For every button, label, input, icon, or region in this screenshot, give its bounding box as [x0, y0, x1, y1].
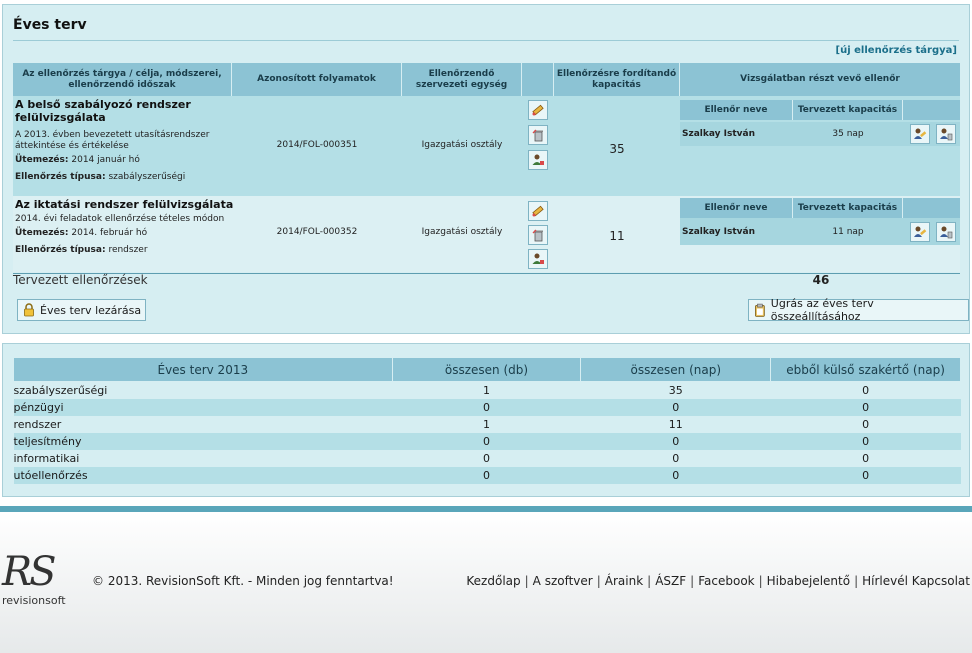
summary-category: teljesítmény — [14, 433, 393, 450]
footer-link-newsletter[interactable]: Hírlevél — [862, 574, 908, 588]
title-divider — [13, 40, 959, 41]
link-separator: | — [690, 574, 695, 588]
type-value: rendszer — [108, 245, 148, 255]
remove-inspector-button[interactable] — [936, 124, 956, 144]
summary-category: szabályszerűségi — [14, 382, 393, 400]
row-capacity: 35 — [609, 142, 625, 156]
footer-link-home[interactable]: Kezdőlap — [466, 574, 521, 588]
user-add-icon — [531, 252, 545, 266]
summary-header-days: összesen (nap) — [581, 358, 771, 382]
schedule-label: Ütemezés: — [15, 155, 69, 165]
summary-days: 11 — [581, 416, 771, 433]
edit-inspector-button[interactable] — [910, 222, 930, 242]
pencil-icon — [531, 204, 545, 218]
summary-external: 0 — [771, 450, 961, 467]
summary-days: 0 — [581, 467, 771, 484]
audit-schedule — [15, 228, 235, 239]
logo-text: revisionsoft — [2, 594, 66, 607]
header-subject: Az ellenőrzés tárgya / célja, módszerei, ellenőrzendő időszak — [13, 63, 232, 96]
clipboard-icon — [753, 303, 767, 317]
close-annual-plan-label: Éves terv lezárása — [40, 303, 142, 317]
new-link-close: ] — [952, 45, 957, 56]
audit-description: 2014. évi feladatok ellenőrzése tételes módon — [15, 214, 225, 224]
logo-mark: RS — [2, 549, 54, 595]
summary-count: 1 — [392, 382, 581, 400]
trash-icon — [531, 228, 545, 242]
type-label: Ellenőrzés típusa: — [15, 245, 106, 255]
jump-to-plan-compilation-button[interactable] — [748, 299, 969, 321]
table-row — [14, 416, 961, 433]
footer-link-bug-report[interactable]: Hibabejelentő — [766, 574, 851, 588]
total-label: Tervezett ellenőrzések — [13, 273, 148, 287]
footer-link-terms[interactable]: ÁSZF — [655, 574, 687, 588]
footer-link-prices[interactable]: Áraink — [604, 574, 644, 588]
user-edit-icon — [913, 225, 927, 239]
summary-header-external: ebből külső szakértő (nap) — [771, 358, 961, 382]
link-separator: | — [854, 574, 859, 588]
subheader-actions — [903, 198, 960, 218]
summary-count: 0 — [392, 433, 581, 450]
summary-category: pénzügyi — [14, 399, 393, 416]
copyright-text: © 2013. RevisionSoft Kft. - Minden jog fenntartva! — [92, 574, 394, 588]
footer-link-contact[interactable]: Kapcsolat — [911, 574, 970, 588]
row-unit: Igazgatási osztály — [421, 140, 503, 150]
header-capacity: Ellenőrzésre fordítandó kapacitás — [554, 63, 680, 96]
schedule-value: 2014. február hó — [71, 228, 148, 238]
summary-header-row — [14, 358, 961, 382]
header-actions — [522, 63, 554, 96]
user-delete-icon — [939, 225, 953, 239]
inspector-name: Szalkay István — [682, 227, 756, 237]
summary-days: 0 — [581, 450, 771, 467]
total-value: 46 — [812, 273, 830, 287]
edit-button[interactable] — [528, 201, 548, 221]
summary-days: 35 — [581, 382, 771, 400]
row-subject — [15, 198, 235, 256]
summary-table — [13, 357, 961, 484]
table-row — [14, 433, 961, 450]
table-row — [14, 382, 961, 400]
link-separator: | — [758, 574, 763, 588]
header-processes: Azonosított folyamatok — [232, 63, 402, 96]
type-value: szabályszerűségi — [108, 172, 186, 182]
summary-category: utóellenőrzés — [14, 467, 393, 484]
user-add-icon — [531, 153, 545, 167]
link-separator: | — [647, 574, 652, 588]
audit-title: A belső szabályozó rendszer felülvizsgálata — [15, 98, 191, 124]
summary-count: 1 — [392, 416, 581, 433]
new-link-open: [ — [835, 45, 841, 56]
subheader-planned-capacity: Tervezett kapacitás — [793, 198, 903, 218]
delete-button[interactable] — [528, 225, 548, 245]
footer-link-facebook[interactable]: Facebook — [698, 574, 755, 588]
jump-to-plan-compilation-label: Ugrás az éves terv összeállításához — [770, 297, 874, 323]
header-unit: Ellenőrzendő szervezeti egység — [402, 63, 522, 96]
row-unit: Igazgatási osztály — [421, 227, 503, 237]
table-row — [14, 467, 961, 484]
summary-external: 0 — [771, 399, 961, 416]
pencil-icon — [531, 103, 545, 117]
audit-schedule — [15, 155, 225, 166]
user-edit-icon — [913, 127, 927, 141]
type-label: Ellenőrzés típusa: — [15, 172, 106, 182]
summary-external: 0 — [771, 467, 961, 484]
subheader-inspector-name: Ellenőr neve — [680, 198, 793, 218]
annual-plan-summary-panel — [2, 343, 970, 497]
annual-plan-panel — [2, 4, 970, 334]
row-process: 2014/FOL-000351 — [276, 140, 358, 150]
audit-type — [15, 172, 225, 183]
summary-days: 0 — [581, 433, 771, 450]
link-separator: | — [524, 574, 529, 588]
subheader-actions — [903, 100, 960, 120]
user-delete-icon — [939, 127, 953, 141]
inspector-capacity: 11 nap — [832, 227, 864, 237]
remove-inspector-button[interactable] — [936, 222, 956, 242]
new-audit-subject-link[interactable]: új ellenőrzés tárgya — [840, 45, 953, 56]
link-separator: | — [596, 574, 601, 588]
summary-external: 0 — [771, 382, 961, 400]
delete-button[interactable] — [528, 125, 548, 145]
lock-icon — [22, 303, 36, 317]
trash-icon — [531, 128, 545, 142]
subheader-inspector-name: Ellenőr neve — [680, 100, 793, 120]
summary-header-category: Éves terv 2013 — [14, 358, 393, 382]
summary-external: 0 — [771, 433, 961, 450]
subheader-planned-capacity: Tervezett kapacitás — [793, 100, 903, 120]
header-participants: Vizsgálatban részt vevő ellenőr — [680, 63, 960, 96]
row-capacity: 11 — [609, 229, 625, 243]
table-row — [14, 399, 961, 416]
schedule-label: Ütemezés: — [15, 228, 69, 238]
summary-external: 0 — [771, 416, 961, 433]
inspector-capacity: 35 nap — [832, 129, 864, 139]
schedule-value: 2014 január hó — [71, 155, 140, 165]
footer — [0, 512, 972, 653]
close-annual-plan-button[interactable] — [17, 299, 146, 321]
edit-button[interactable] — [528, 100, 548, 120]
audit-type — [15, 245, 235, 256]
summary-category: informatikai — [14, 450, 393, 467]
summary-count: 0 — [392, 399, 581, 416]
row-process: 2014/FOL-000352 — [276, 227, 358, 237]
audit-description: A 2013. évben bevezetett utasításrendszer áttekintése és értékelése — [15, 130, 210, 151]
new-audit-link-wrapper — [836, 45, 957, 56]
page-title: Éves terv — [13, 17, 87, 33]
summary-category: rendszer — [14, 416, 393, 433]
footer-links — [466, 574, 970, 588]
edit-inspector-button[interactable] — [910, 124, 930, 144]
audit-title: Az iktatási rendszer felülvizsgálata — [15, 198, 234, 211]
footer-link-software[interactable]: A szoftver — [532, 574, 593, 588]
summary-count: 0 — [392, 467, 581, 484]
summary-count: 0 — [392, 450, 581, 467]
assign-inspector-button[interactable] — [528, 249, 548, 269]
revisionsoft-logo[interactable] — [2, 549, 66, 607]
inspector-name: Szalkay István — [682, 129, 756, 139]
table-row — [14, 450, 961, 467]
summary-days: 0 — [581, 399, 771, 416]
assign-inspector-button[interactable] — [528, 150, 548, 170]
summary-header-count: összesen (db) — [392, 358, 581, 382]
row-subject — [15, 98, 225, 183]
